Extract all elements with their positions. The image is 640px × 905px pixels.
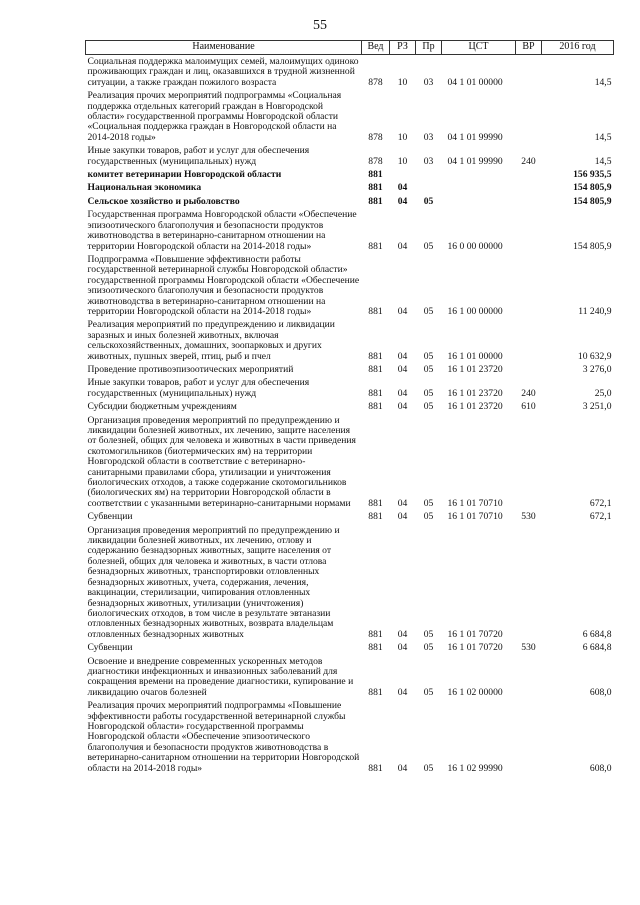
row-cst: 16 1 01 23720	[447, 387, 503, 399]
row-ved: 881	[368, 169, 383, 181]
row-vr	[516, 655, 542, 700]
row-vr	[516, 55, 542, 90]
row-name: Социальная поддержка малоимущих семей, малоимущих одиноко проживающих граждан и лиц, оказавшихся в трудной жизненной ситуации, а также граждан пожилого возраста	[87, 56, 359, 88]
row-vr: 610	[521, 401, 536, 413]
row-cst: 16 1 00 00000	[447, 305, 503, 317]
row-ved: 881	[368, 642, 383, 654]
row-name: Организация проведения мероприятий по предупреждению и ликвидации болезней животных, их лечению, отлову и содержанию безнадзорных животных, защите населения от болезней, общих для человека и животных, в части отлова безнадзорных животных, транспортировки отловленных безнадзорных животных, учета, содержания, лечения, вакцинации, стерилизации, чипирования отловленных безнадзорных животных, утилизации (уничтожения) биологических отходов, в том числе в результате эвтаназии отловленных безнадзорных животных, возврата владельцам отловленных безнадзорных животных	[87, 524, 340, 640]
row-name: Реализация прочих мероприятий подпрограммы «Повышение эффективности работы государственной ветеринарной службы Новгородской области» государственной программы Новгородской области «Обеспечение эпизоотического благополучия и безопасности продуктов животноводства в ветеринарно-санитарном отношении на территории Новгородской области на 2014-2018 годы»	[87, 700, 360, 774]
row-pr: 05	[423, 497, 434, 509]
row-rz: 04	[397, 363, 408, 375]
row-sum: 154 805,9	[573, 195, 612, 207]
row-cst: 16 0 00 00000	[447, 240, 503, 252]
row-cst: 16 1 02 00000	[447, 686, 503, 698]
row-pr: 05	[423, 401, 434, 413]
row-rz: 04	[397, 628, 408, 640]
row-name: Национальная экономика	[87, 182, 202, 194]
row-cst	[442, 195, 516, 208]
row-pr: 05	[423, 628, 434, 640]
row-pr: 05	[423, 350, 434, 362]
row-sum: 608,0	[589, 762, 612, 774]
row-name: Государственная программа Новгородской области «Обеспечение эпизоотического благополучия и безопасности продуктов животноводства в ветеринарно-санитарном отношении на территории Новгородской области на 2014-2018 годы»	[87, 209, 357, 252]
row-name: Организация проведения мероприятий по предупреждению и ликвидации болезней животных, их лечению, защите населения от болезней, общих для человека и животных в части приведения скотомогильников (биотермических ям) на территории Новгородской области в соответствие с ветеринарно-санитарными правилами сбора, утилизации и уничтожения биологических отходов, а также содержание скотомогильников (биологических ям) на территории Новгородской области в соответствии с указанными ветеринарно-санитарными нормами	[87, 414, 356, 509]
table-row	[86, 400, 614, 413]
row-sum: 608,0	[589, 686, 612, 698]
row-pr	[416, 168, 442, 181]
row-vr	[516, 414, 542, 511]
row-vr: 240	[521, 155, 536, 167]
row-sum: 10 632,9	[577, 350, 612, 362]
row-ved: 881	[368, 363, 383, 375]
table-row	[86, 363, 614, 376]
row-cst: 16 1 01 23720	[447, 363, 503, 375]
row-sum: 14,5	[594, 131, 612, 143]
row-ved: 881	[368, 686, 383, 698]
table-row	[86, 168, 614, 181]
row-pr: 03	[423, 76, 434, 88]
row-ved: 881	[368, 628, 383, 640]
row-name: Сельское хозяйство и рыболовство	[87, 195, 240, 207]
row-pr: 05	[423, 686, 434, 698]
row-sum: 672,1	[589, 497, 612, 509]
row-sum: 6 684,8	[582, 628, 612, 640]
row-rz: 04	[397, 511, 408, 523]
table-row	[86, 376, 614, 400]
row-ved: 878	[368, 76, 383, 88]
row-vr	[516, 699, 542, 775]
row-name: Реализация прочих мероприятий подпрограммы «Социальная поддержка отдельных категорий граждан в Новгородской области» государственной программы Новгородской области «Социальная поддержка граждан в Новгородской области на 2014-2018 годы»	[87, 90, 342, 143]
page-number: 55	[313, 18, 327, 33]
table-row	[86, 253, 614, 318]
row-name: Подпрограмма «Повышение эффективности работы государственной ветеринарной службы Новгородской области» государственной программы Новгородской области «Обеспечение эпизоотического благополучия и безопасности продуктов животноводства в ветеринарно-санитарном отношении на территории Новгородской области на 2014-2018 годы»	[87, 253, 360, 317]
row-cst	[442, 168, 516, 181]
row-name: Реализация мероприятий по предупреждению и ликвидации заразных и иных болезней животных, включая сельскохозяйственных, домашних, зоопарковых и других животных, пушных зверей, птиц, рыб и пчел	[87, 319, 335, 362]
row-sum: 3 251,0	[582, 401, 612, 413]
row-name: Проведение противоэпизоотических мероприятий	[87, 363, 294, 375]
table-row	[86, 89, 614, 144]
row-vr	[516, 89, 542, 144]
row-sum: 6 684,8	[582, 642, 612, 654]
table-row	[86, 195, 614, 208]
row-cst: 16 1 01 70710	[447, 497, 503, 509]
row-rz: 04	[397, 642, 408, 654]
table-row	[86, 510, 614, 523]
row-cst: 16 1 01 70720	[447, 642, 503, 654]
row-vr	[516, 208, 542, 253]
row-cst: 16 1 02 99990	[447, 762, 503, 774]
row-sum: 11 240,9	[578, 305, 612, 317]
table-header-row	[86, 41, 614, 55]
row-pr	[416, 181, 442, 194]
table-row	[86, 208, 614, 253]
row-ved: 881	[368, 195, 383, 207]
table-row	[86, 641, 614, 654]
row-ved: 881	[368, 182, 383, 194]
row-pr: 05	[423, 762, 434, 774]
row-cst: 16 1 01 70710	[447, 511, 503, 523]
row-name: Иные закупки товаров, работ и услуг для обеспечения государственных (муниципальных) нужд	[87, 145, 310, 167]
column-header-ved: Вед	[362, 41, 390, 55]
budget-table	[85, 40, 614, 775]
row-name: Освоение и внедрение современных ускоренных методов диагностики инфекционных и инвазионных заболеваний для сокращения времени на проведение диагностики, купирование и ликвидацию очагов болезней	[87, 655, 354, 698]
row-rz: 04	[397, 387, 408, 399]
row-vr	[516, 168, 542, 181]
table-row	[86, 55, 614, 90]
row-rz: 04	[397, 350, 408, 362]
row-rz	[390, 168, 416, 181]
row-vr	[516, 318, 542, 363]
row-cst: 04 1 01 99990	[447, 155, 503, 167]
row-ved: 881	[368, 387, 383, 399]
row-sum: 154 805,9	[573, 182, 612, 194]
table-row	[86, 144, 614, 168]
row-cst: 04 1 01 00000	[447, 76, 503, 88]
row-cst: 16 1 01 00000	[447, 350, 503, 362]
column-header-cst: ЦСТ	[442, 41, 516, 55]
row-ved: 881	[368, 511, 383, 523]
row-cst	[442, 181, 516, 194]
row-ved: 881	[368, 401, 383, 413]
row-pr: 03	[423, 155, 434, 167]
row-rz: 04	[397, 401, 408, 413]
row-cst: 04 1 01 99990	[447, 131, 503, 143]
row-rz: 04	[397, 762, 408, 774]
row-ved: 881	[368, 497, 383, 509]
table-row	[86, 524, 614, 641]
row-sum: 154 805,9	[573, 240, 612, 252]
row-ved: 881	[368, 305, 383, 317]
row-sum: 672,1	[589, 511, 612, 523]
row-rz: 04	[397, 497, 408, 509]
row-pr: 03	[423, 131, 434, 143]
row-name: Субвенции	[87, 511, 133, 523]
row-vr	[516, 181, 542, 194]
row-pr: 05	[423, 642, 434, 654]
row-name: Иные закупки товаров, работ и услуг для обеспечения государственных (муниципальных) нужд	[87, 377, 310, 399]
row-rz: 04	[397, 305, 408, 317]
row-pr: 05	[423, 195, 434, 207]
row-cst: 16 1 01 70720	[447, 628, 503, 640]
row-ved: 881	[368, 350, 383, 362]
row-sum: 14,5	[594, 155, 612, 167]
row-vr: 240	[521, 387, 536, 399]
row-name: Субвенции	[87, 642, 133, 654]
row-sum: 3 276,0	[582, 363, 612, 375]
row-rz: 10	[397, 76, 408, 88]
row-ved: 878	[368, 131, 383, 143]
column-header-rz: РЗ	[390, 41, 416, 55]
row-vr	[516, 363, 542, 376]
table-row	[86, 181, 614, 194]
row-rz: 04	[397, 182, 408, 194]
column-header-name: Наименование	[86, 41, 362, 55]
row-rz: 10	[397, 131, 408, 143]
column-header-vr: ВР	[516, 41, 542, 55]
row-sum: 14,5	[594, 76, 612, 88]
row-pr: 05	[423, 363, 434, 375]
table-row	[86, 414, 614, 511]
row-ved: 881	[368, 240, 383, 252]
row-sum: 25,0	[594, 387, 612, 399]
row-vr: 530	[521, 511, 536, 523]
row-cst: 16 1 01 23720	[447, 401, 503, 413]
table-row	[86, 318, 614, 363]
row-name: Субсидии бюджетным учреждениям	[87, 401, 237, 413]
row-vr	[516, 524, 542, 641]
row-sum: 156 935,5	[573, 169, 612, 181]
row-ved: 878	[368, 155, 383, 167]
table-row	[86, 655, 614, 700]
row-pr: 05	[423, 305, 434, 317]
row-rz: 04	[397, 686, 408, 698]
row-pr: 05	[423, 387, 434, 399]
row-vr	[516, 195, 542, 208]
row-pr: 05	[423, 240, 434, 252]
row-name: комитет ветеринарии Новгородской области	[87, 169, 282, 181]
column-header-pr: Пр	[416, 41, 442, 55]
table-row	[86, 699, 614, 775]
row-rz: 10	[397, 155, 408, 167]
row-vr: 530	[521, 642, 536, 654]
row-rz: 04	[397, 195, 408, 207]
column-header-sum: 2016 год	[542, 41, 614, 55]
row-rz: 04	[397, 240, 408, 252]
row-pr: 05	[423, 511, 434, 523]
row-ved: 881	[368, 762, 383, 774]
row-vr	[516, 253, 542, 318]
